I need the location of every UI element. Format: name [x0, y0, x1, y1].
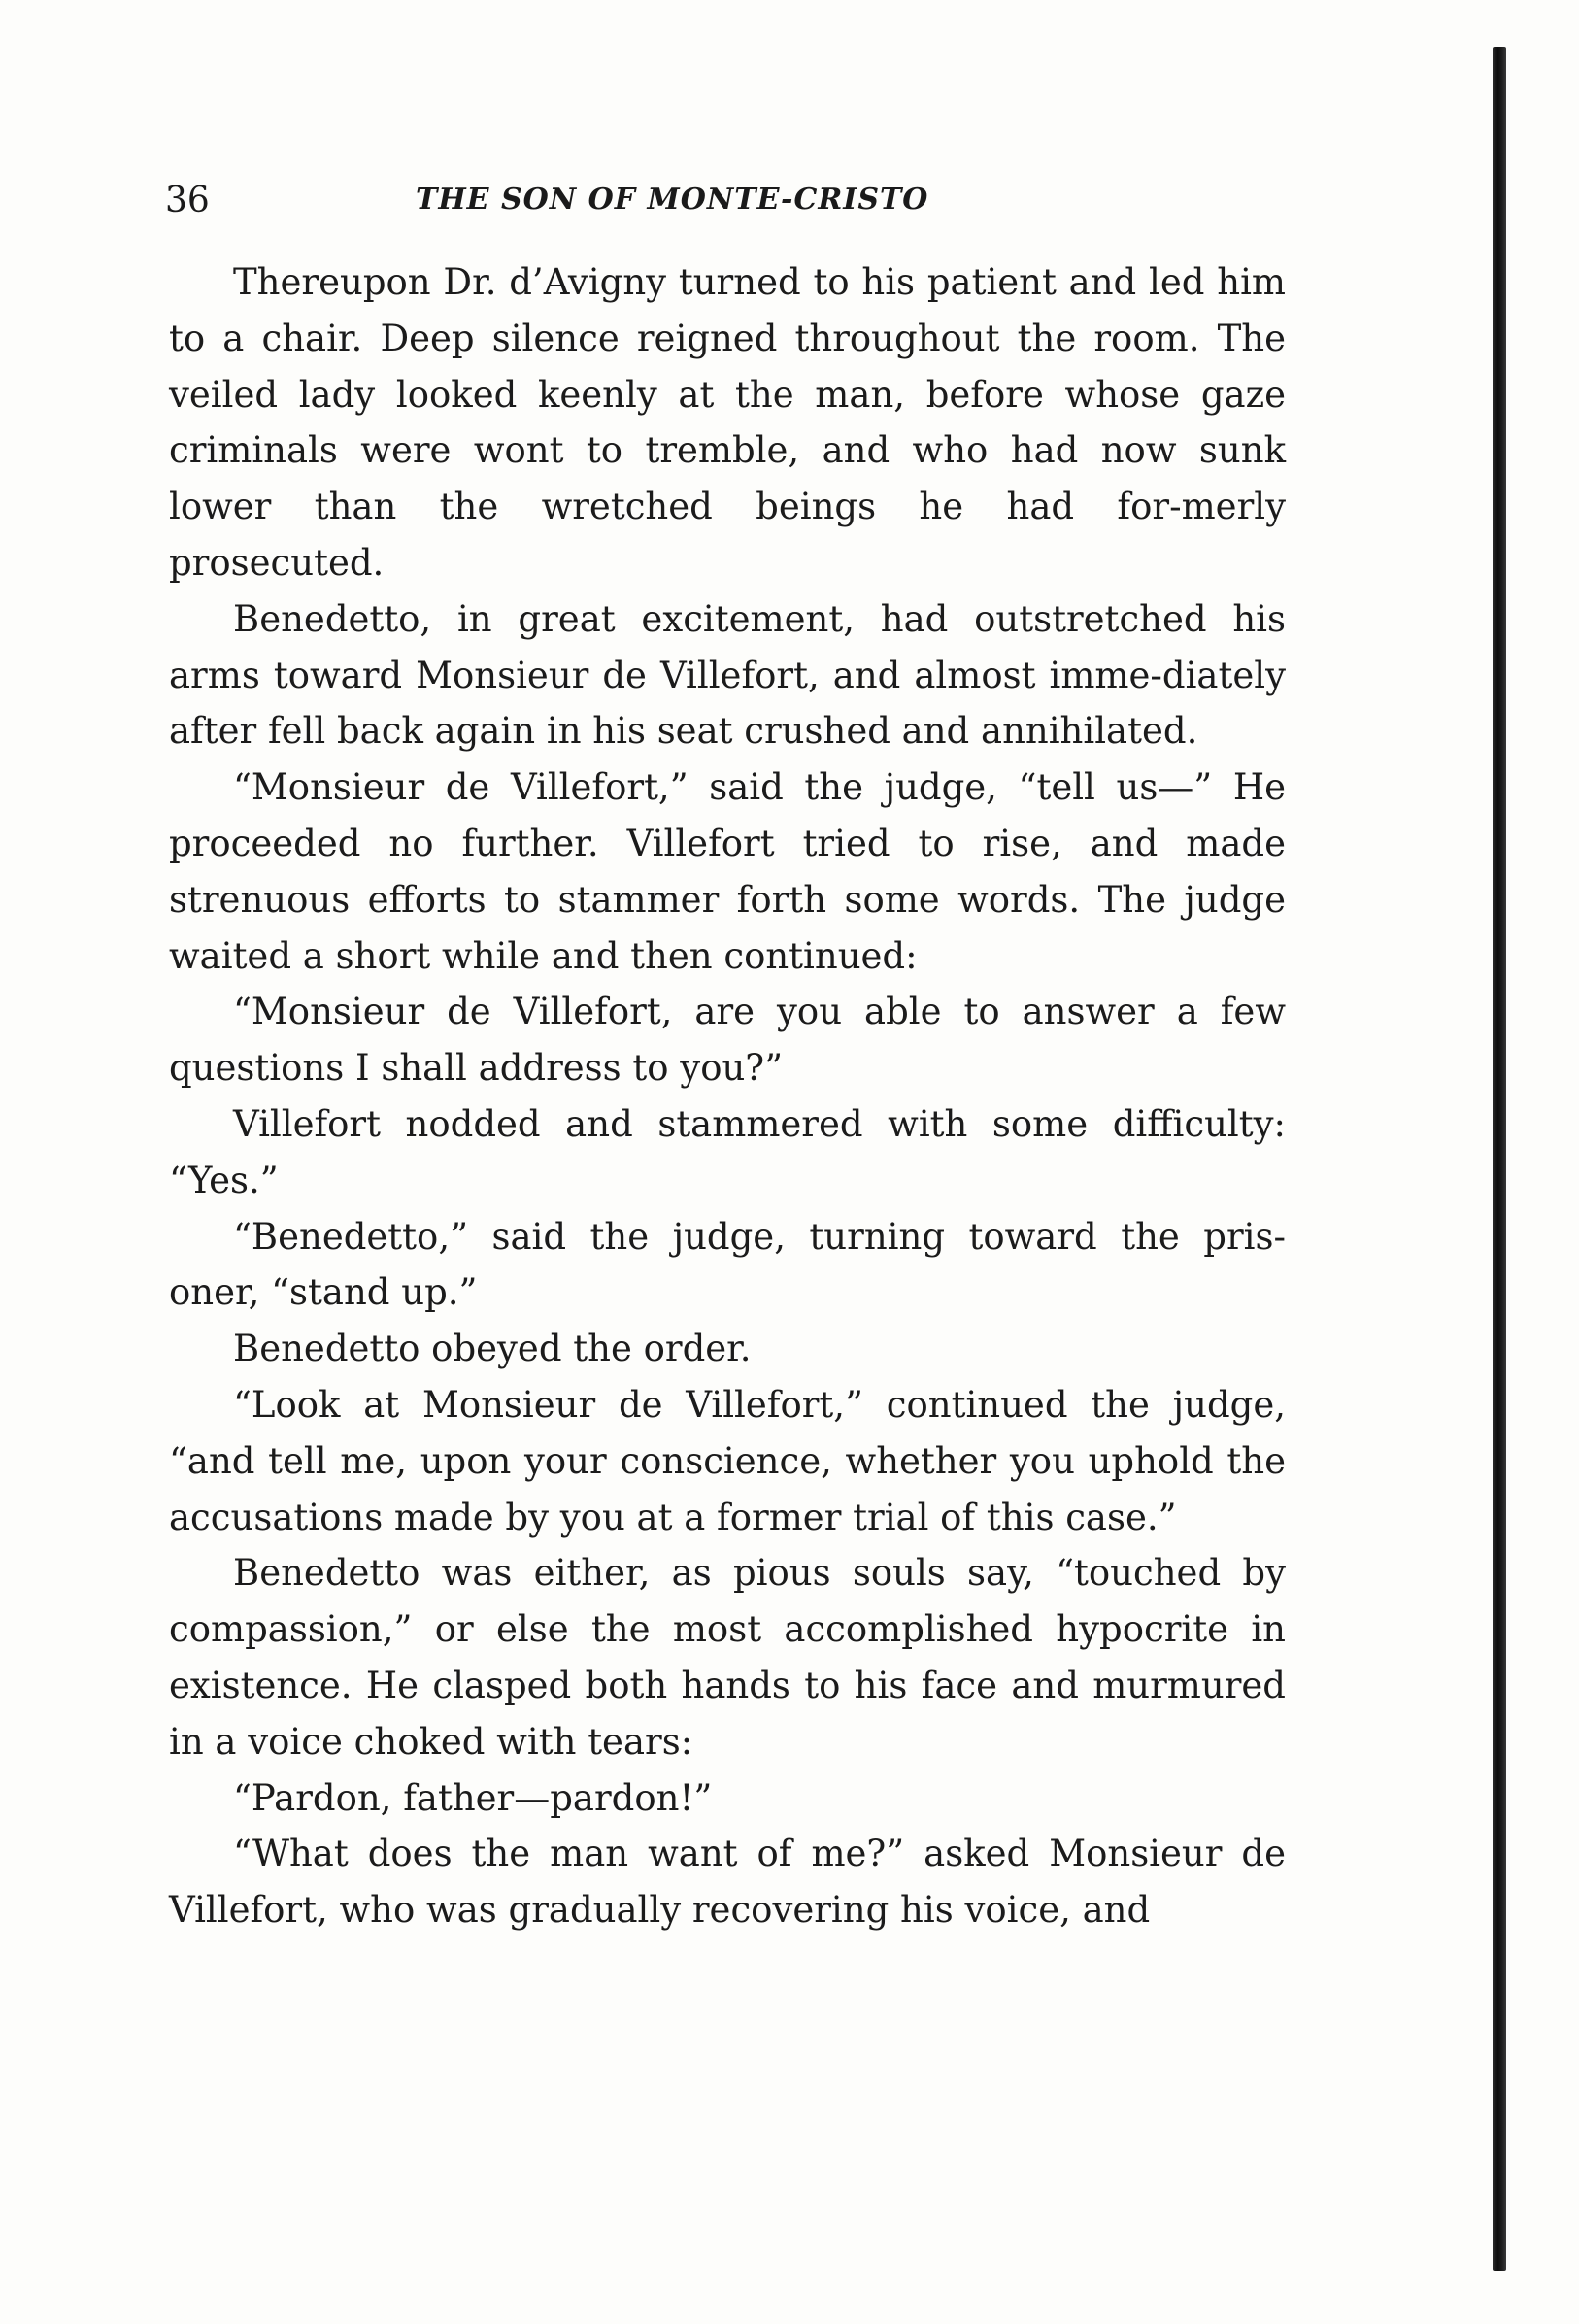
body-text	[169, 254, 1286, 1938]
paragraph: “Monsieur de Villefort,” said the judge, “tell us—” He proceeded no further. Villefort tried to rise, and made strenuous efforts to stammer forth some words. The judge waited a short while and then continued:	[169, 766, 1286, 977]
binding-edge	[1493, 47, 1506, 2271]
running-title: THE SON OF MONTE-CRISTO	[416, 183, 929, 217]
paragraph: “Benedetto,” said the judge, turning toward the pris-oner, “stand up.”	[169, 1215, 1286, 1314]
page-number: 36	[165, 181, 210, 220]
paragraph: Benedetto, in great excitement, had outstretched his arms toward Monsieur de Villefort, and almost imme-diately after fell back again in his seat crushed and annihilated.	[169, 597, 1286, 753]
page-header	[165, 181, 1330, 229]
paragraph: “Monsieur de Villefort, are you able to answer a few questions I shall address to you?”	[169, 991, 1286, 1090]
paragraph: “Look at Monsieur de Villefort,” continued the judge, “and tell me, upon your conscience, whether you uphold the accusations made by you at a former trial of this case.”	[169, 1383, 1286, 1538]
paragraph: Benedetto was either, as pious souls say, “touched by compassion,” or else the most accomplished hypocrite in existence. He clasped both hands to his face and murmured in a voice choked with tears:	[169, 1552, 1286, 1763]
paragraph: “Pardon, father—pardon!”	[233, 1776, 713, 1819]
paragraph: “What does the man want of me?” asked Monsieur de Villefort, who was gradually recovering his voice, and	[169, 1833, 1286, 1932]
paragraph: Benedetto obeyed the order.	[233, 1328, 752, 1370]
paragraph: Thereupon Dr. d’Avigny turned to his patient and led him to a chair. Deep silence reigned throughout the room. The veiled lady looked keenly at the man, before whose gaze criminals were wont to tremble, and who had now sunk lower than the wretched beings he had for-merly prosecuted.	[169, 261, 1286, 584]
paragraph: Villefort nodded and stammered with some difficulty: “Yes.”	[169, 1102, 1286, 1201]
